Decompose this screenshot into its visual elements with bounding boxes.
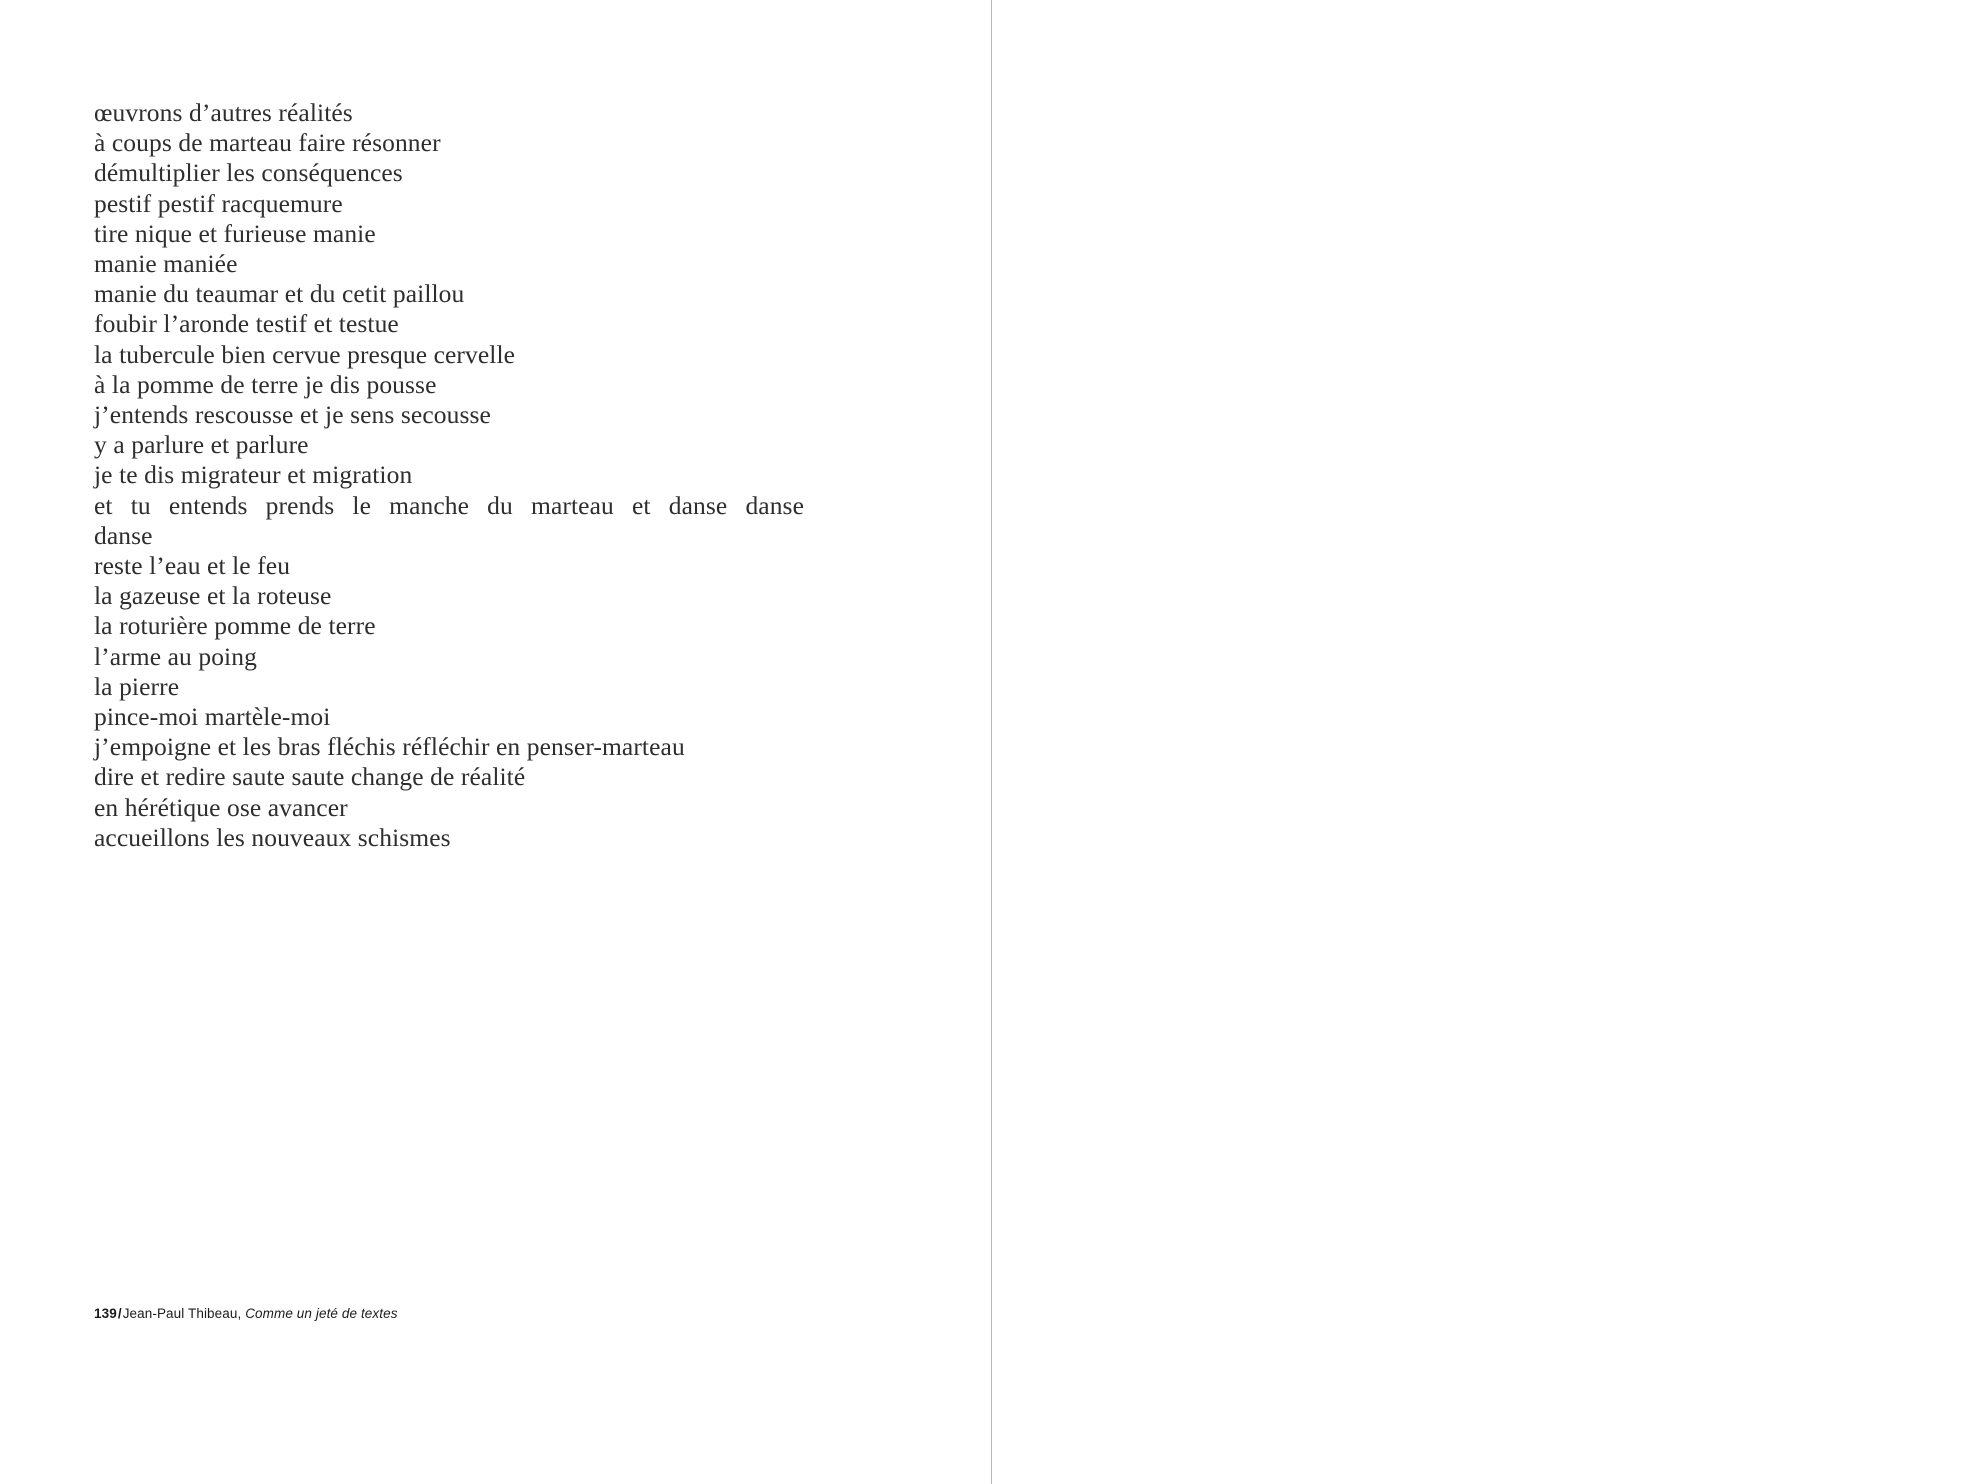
- poem-line: l’arme au poing: [94, 641, 257, 671]
- poem-line: la pierre: [94, 671, 180, 701]
- footer-author: Jean-Paul Thibeau,: [122, 1306, 242, 1321]
- right-page-blank: [992, 0, 1982, 1484]
- poem-line: la gazeuse et la roteuse: [94, 581, 332, 611]
- poem-line: j’empoigne et les bras fléchis réfléchir en penser-marteau: [94, 732, 685, 762]
- poem-line: œuvrons d’autres réalités: [94, 98, 353, 127]
- poem-line: danse: [94, 520, 153, 550]
- poem-line: reste l’eau et le feu: [94, 551, 291, 581]
- poem-line: je te dis migrateur et migration: [94, 460, 413, 490]
- poem-line: la tubercule bien cervue presque cervelle: [94, 339, 516, 369]
- poem-line: foubir l’aronde testif et testue: [94, 309, 399, 339]
- poem-line: la roturière pomme de terre: [94, 611, 376, 641]
- footer-credit: [94, 1306, 398, 1321]
- poem-line: démultiplier les conséquences: [94, 158, 403, 188]
- poem-line: j’entends rescousse et je sens secousse: [94, 400, 491, 430]
- footer-title: Comme un jeté de textes: [245, 1306, 398, 1321]
- poem-body: [94, 98, 854, 853]
- poem-line: pince-moi martèle-moi: [94, 702, 331, 732]
- page-number: 139: [94, 1306, 117, 1321]
- poem-line: dire et redire saute saute change de réalité: [94, 762, 526, 792]
- folio-separator: /: [117, 1306, 122, 1321]
- poem-line: manie du teaumar et du cetit paillou: [94, 279, 465, 309]
- poem-line: tire nique et furieuse manie: [94, 218, 376, 248]
- poem-line: en hérétique ose avancer: [94, 792, 348, 822]
- poem-line: à la pomme de terre je dis pousse: [94, 369, 437, 399]
- poem-line: y a parlure et parlure: [94, 430, 309, 460]
- poem-line: accueillons les nouveaux schismes: [94, 822, 451, 852]
- poem-line: à coups de marteau faire résonner: [94, 128, 441, 158]
- poem-line: pestif pestif racquemure: [94, 188, 343, 218]
- poem-line: et tu entends prends le manche du marteau et danse danse: [94, 490, 804, 520]
- poem-line: manie maniée: [94, 249, 238, 279]
